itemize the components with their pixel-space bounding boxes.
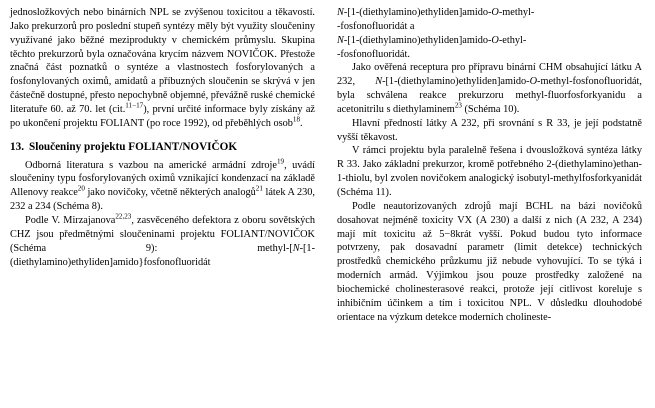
section-heading-13 bbox=[10, 140, 315, 154]
paragraph-npl-toxicity: jednosložkových nebo binárních NPL se zvýšenou toxicitou a těkavostí. Jako prekurzorů pro poslední stupeň syntézy měly být využity sloučeniny využívané jako běžné meziprodukty v chemickém průmyslu. Skupina těchto prekurzorů byla označována krycím názvem NOVIČOK. Přestože značná část poznatků o syntéze a vlastnostech fosforylovaných a fosfonylovaných oximů, amidatů a příbuzných sloučenin se skrývá v jen částečně dostupné, přesto nepochybně objemné, převážně ruské chemické literatuře 60. až 70. let (cit.$^{11-17}$), první určité informace byly získány až po ukončení projektu FOLIANT (po roce 1992), od přeběhlých osob$^{18}$. bbox=[10, 7, 315, 129]
italic-n-3: N bbox=[337, 34, 344, 46]
paragraph-compound-list-2: N-[1-(diethylamino)ethyliden]amido-O-ethyl- -fosfonofluoridát. bbox=[337, 34, 527, 60]
paragraph-r33-synthesis: V rámci projektu byla paralelně řešena i dvousložková syntéza látky R 33. Jako základní prekurzor, kromě potřebného 2-(diethylamino)ethan-1-thiolu, byl zvolen novičokem analogický isobutyl-methylfosforkyanidát (Schéma 11). bbox=[337, 145, 642, 198]
two-column-layout bbox=[10, 6, 645, 408]
footnote-ref-22-23: 22,23 bbox=[115, 212, 132, 221]
footnote-ref-23: 23 bbox=[454, 101, 462, 110]
paragraph-mirzajanov: Podle V. Mirzajanova$^{22,23}$, zasvěceného defektora z oboru sovětských CHZ jsou předmětnými sloučeninami projektu FOLIANT/NOVIČOK (Schéma 9): methyl-[N-[1-(diethylamino)ethyliden]amido}fosfonofluoridát bbox=[10, 212, 315, 268]
italic-n-1: N bbox=[292, 242, 300, 254]
footnote-ref-19: 19 bbox=[277, 157, 285, 166]
italic-n-4: N bbox=[375, 76, 383, 88]
paragraph-binary-chm: Jako ověřená receptura pro přípravu binární CHM obsahující látku A 232, N-[1-(diethylamino)ethyliden]amido-O-methyl-fosfonofluoridát, byla schválena reakce prekurzoru methyl-fluorfosforkyanidu a acetonitrilu s diethylaminem$^{23}$ (Schéma 10). bbox=[337, 62, 642, 115]
italic-o-1: O bbox=[491, 7, 499, 18]
paragraph-compound-list: N-[1-(diethylamino)ethyliden]amido-O-methyl- -fosfonofluoridát a bbox=[337, 7, 535, 32]
right-column bbox=[337, 6, 642, 408]
section-title: Sloučeniny projektu FOLIANT/NOVIČOK bbox=[28, 140, 238, 153]
footnote-ref-11-17: 11−17 bbox=[125, 101, 144, 110]
paragraph-bchl-toxicity: Podle neautorizovaných zdrojů mají BCHL na bázi novičoků dosahovat nejméně toxicity VX (A 230) a další z nich (A 232, A 234) mají mít toxicitu až 5−8krát vyšší. Pokud budou tyto informace potvrzeny, pak dosavadní parametr (limit detekce) technických prostředků chemického průzkumu již nebude vyhovující. To se týká i moderních armád. Výjimkou jsou pouze prostředky založené na biochemické cholinesterasové reakci, protože její citlivost koreluje s inhibičním účinkem a tím i toxicitou NPL. V důsledku dlouhodobé orientace na výzkum detekce moderních cholineste- bbox=[337, 200, 642, 323]
italic-o-3: O bbox=[529, 76, 538, 88]
footnote-ref-18: 18 bbox=[292, 115, 301, 124]
left-column bbox=[10, 6, 315, 408]
italic-n-2: N bbox=[337, 7, 344, 18]
section-number: 13. bbox=[10, 140, 24, 153]
footnote-ref-21: 21 bbox=[255, 184, 263, 193]
italic-o-2: O bbox=[491, 34, 499, 46]
footnote-ref-20: 20 bbox=[77, 184, 85, 193]
paragraph-us-literature: Odborná literatura s vazbou na americké armádní zdroje$^{19}$, uvádí sloučeniny typu fosforylovaných oximů vznikající kondenzací na základě Allenovy reakce$^{20}$ jako novičoky, včetně některých analogů$^{21}$ látek A 230, 232 a 234 (Schéma 8). bbox=[10, 157, 315, 213]
paragraph-a232-r33: Hlavní předností látky A 232, při srovnání s R 33, je její podstatně vyšší těkavost. bbox=[337, 117, 642, 143]
